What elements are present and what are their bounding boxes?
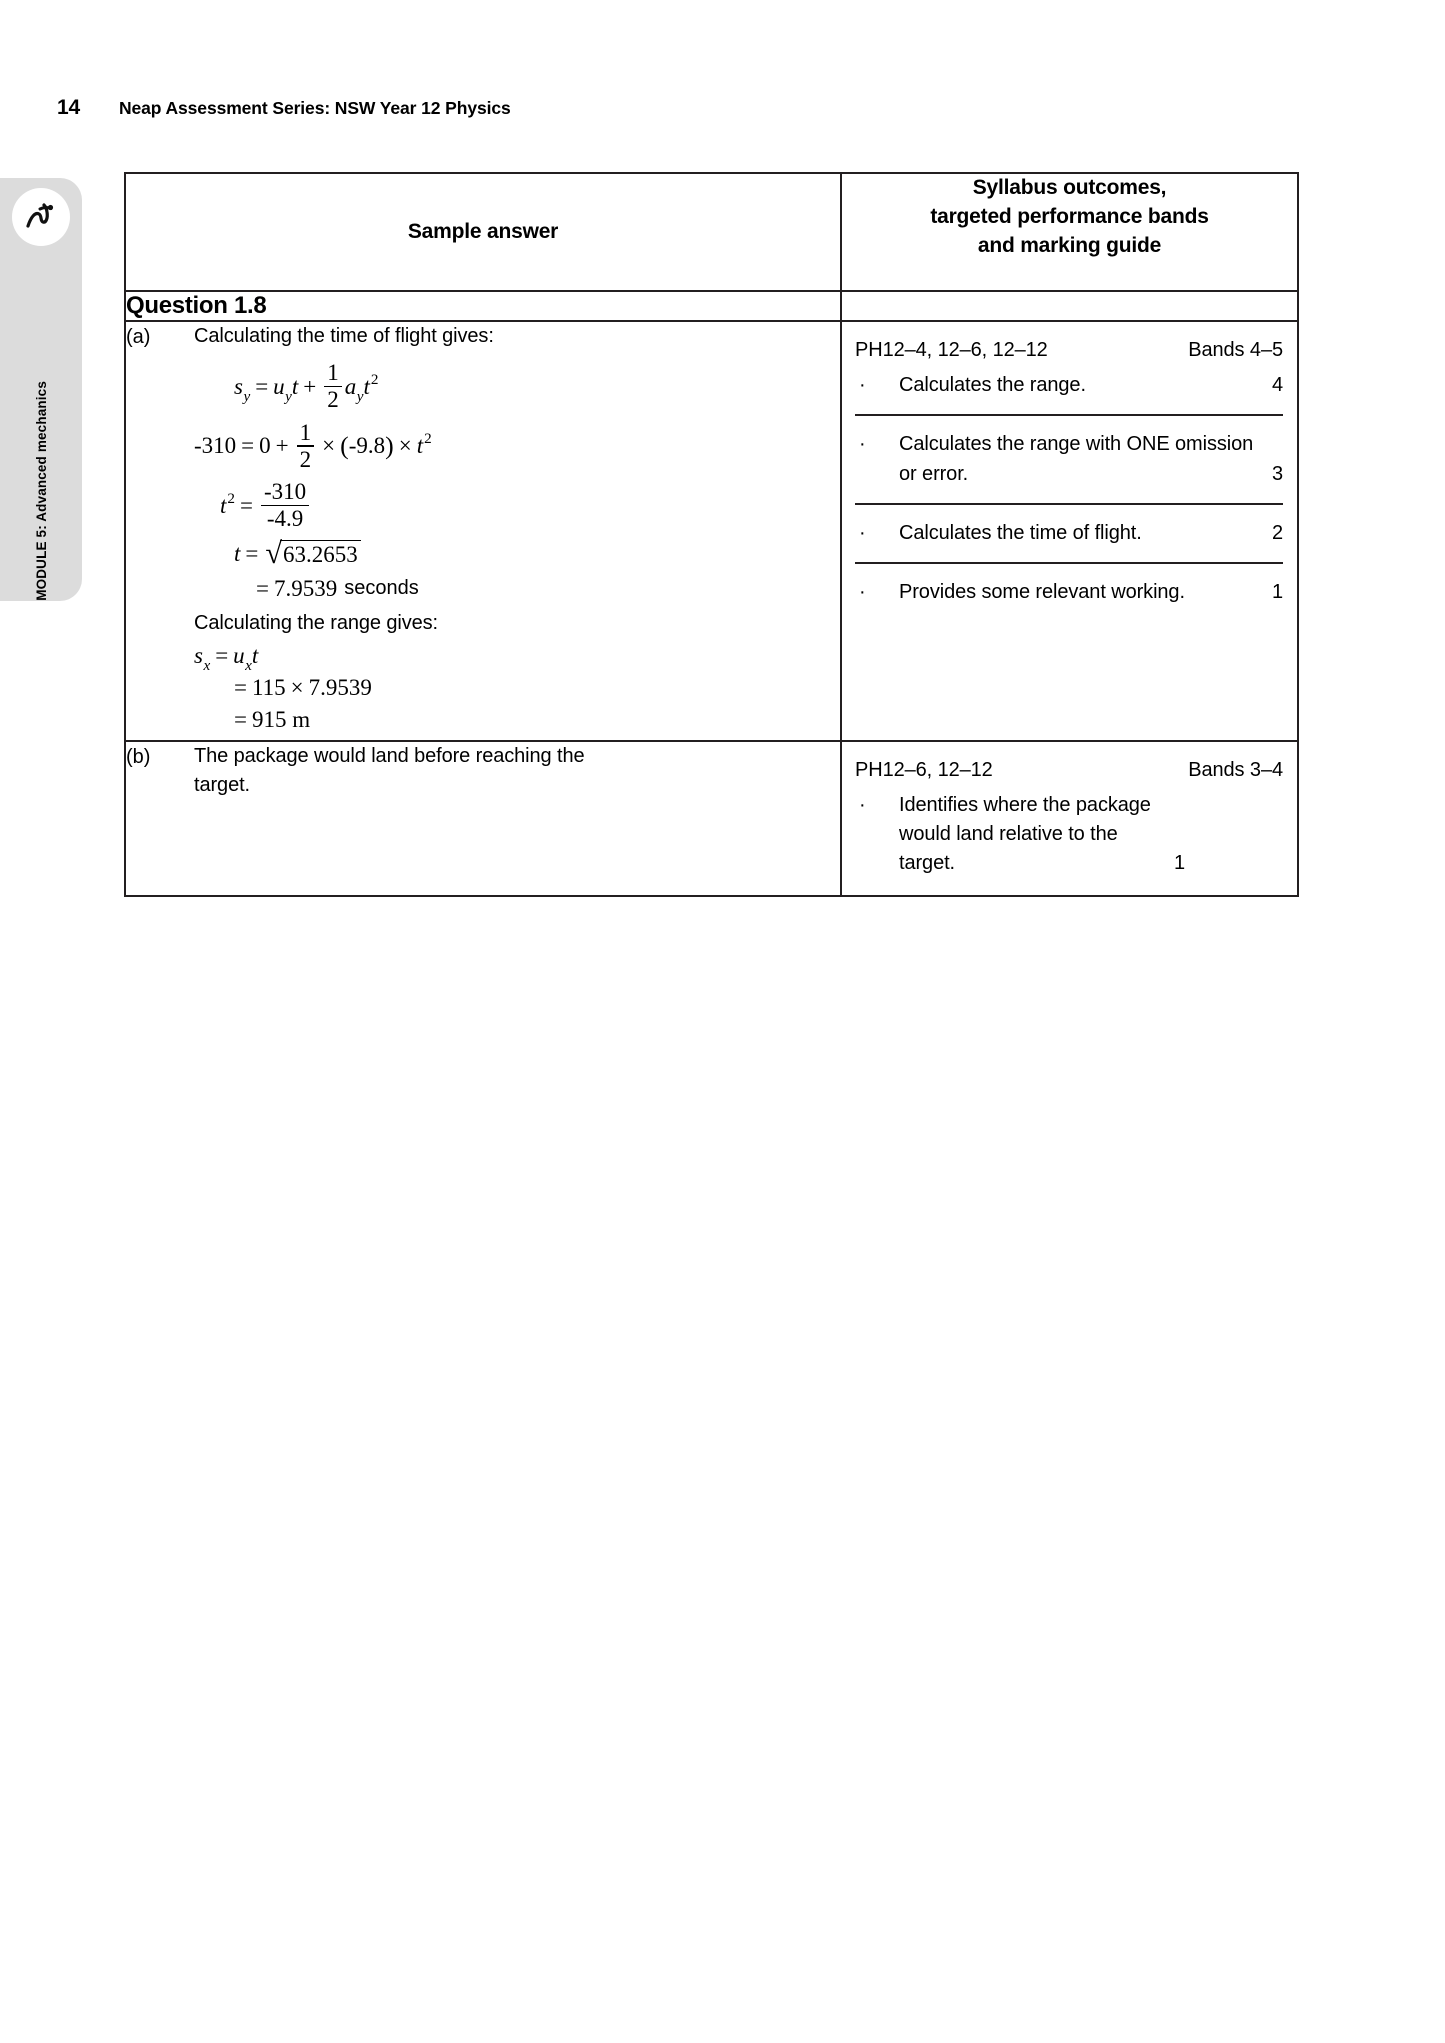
- criteria-text: Calculates the time of flight.: [899, 521, 1142, 544]
- intro-text-a: Calculating the time of flight gives:: [194, 325, 494, 347]
- equation-sx: s x = u x t: [194, 642, 259, 674]
- criteria-item: [855, 430, 1283, 488]
- criteria-mark: 1: [1174, 852, 1186, 875]
- page-number: 14: [57, 96, 80, 119]
- part-a: [126, 322, 840, 740]
- part-a-body: [194, 322, 840, 740]
- mid-text-a: Calculating the range gives:: [194, 611, 439, 634]
- module-tab: [0, 178, 82, 601]
- syllabus-outcomes-a: PH12–4, 12–6, 12–12: [855, 339, 1048, 361]
- criteria-mark: 3: [1271, 462, 1283, 485]
- bullet-icon: ·: [859, 374, 866, 397]
- time-value: 7.9539: [273, 575, 338, 601]
- criteria-text: Calculates the range.: [899, 374, 1086, 397]
- criteria-item: [855, 371, 1283, 400]
- range-value: 915 m: [251, 706, 311, 732]
- page-title: Neap Assessment Series: NSW Year 12 Physics: [119, 98, 511, 118]
- criteria-text: Provides some relevant working.: [899, 580, 1185, 603]
- table-row: [125, 741, 1298, 896]
- neap-squiggle-logo-icon: [12, 188, 70, 246]
- answer-text-b: The package would land before reaching the target.: [194, 744, 585, 796]
- answer-cell-a: [125, 321, 841, 741]
- column-header-syllabus-outcomes: [841, 173, 1298, 291]
- table-header-row: [125, 173, 1298, 291]
- ay-value: -9.8: [348, 433, 386, 459]
- bullet-icon: ·: [859, 433, 866, 456]
- part-b-body: [194, 742, 840, 800]
- question-title: Question 1.8: [125, 291, 841, 321]
- module-label: MODULE 5: Advanced mechanics: [33, 381, 49, 601]
- criteria-list-b: [855, 791, 1283, 879]
- part-label-b: (b): [126, 745, 151, 768]
- criteria-item: [855, 578, 1283, 607]
- outcome-line-b: [855, 756, 1283, 785]
- criteria-list-a: [855, 371, 1283, 607]
- equation-range-result: = 915 m: [234, 706, 311, 732]
- bullet-icon: ·: [859, 793, 866, 816]
- criteria-separator: [855, 414, 1283, 416]
- performance-bands-b: Bands 3–4: [1188, 758, 1283, 781]
- syllabus-header-line-3: and marking guide: [977, 233, 1162, 257]
- time-value-2: 7.9539: [308, 674, 372, 700]
- syllabus-header-line-2: targeted performance bands: [930, 204, 1209, 228]
- criteria-mark: 1: [1271, 580, 1283, 603]
- syllabus-outcomes-b: PH12–6, 12–12: [855, 758, 993, 781]
- syllabus-header-line-1: Syllabus outcomes,: [972, 176, 1167, 199]
- column-header-sample-answer: Sample answer: [125, 173, 841, 291]
- half-numerator: 1: [327, 360, 339, 386]
- equation-block-range: [194, 644, 840, 731]
- table-row: [125, 321, 1298, 741]
- criteria-separator: [855, 562, 1283, 564]
- uy-value: 0: [259, 433, 271, 459]
- answer-cell-b: [125, 741, 841, 896]
- equation-substitution: -310 = 0 + $\frac{1}{2}$ × ( -9.8 ) × t 2: [194, 419, 432, 472]
- t2-numerator: -310: [263, 479, 307, 505]
- guide-cell-b: [841, 741, 1298, 896]
- guide-cell-a: [841, 321, 1298, 741]
- time-unit: seconds: [344, 577, 419, 600]
- part-label-a: (a): [126, 326, 151, 348]
- t2-denominator: -4.9: [266, 506, 304, 532]
- equation-range-substitution: = 115 × 7.9539: [234, 674, 372, 700]
- half-denominator: 2: [327, 387, 339, 413]
- equation-t-sqrt: t = √ 63.2653: [194, 540, 840, 568]
- half-numerator-2: 1: [299, 419, 312, 445]
- square-root-icon: √ 63.2653: [265, 540, 360, 568]
- performance-bands-a: Bands 4–5: [1188, 339, 1283, 361]
- equation-time-result: = 7.9539 seconds: [256, 575, 419, 601]
- t2-value: 63.2653: [280, 540, 361, 568]
- criteria-item: [855, 791, 1283, 879]
- outcome-line-a: [855, 336, 1283, 365]
- equation-t-squared: t 2 = $\frac{-310}{-4.9}$: [194, 480, 840, 531]
- criteria-text: Identifies where the package would land relative to the target.: [899, 793, 1151, 875]
- question-title-row: [125, 291, 1298, 321]
- answer-table: [124, 172, 1299, 897]
- criteria-item: [855, 519, 1283, 548]
- equation-sy: s y = u y t + $\frac{1}{2}$ a y t 2: [234, 360, 379, 413]
- bullet-icon: ·: [859, 580, 866, 603]
- criteria-mark: 2: [1271, 521, 1283, 544]
- sy-value: -310: [194, 433, 237, 459]
- criteria-text: Calculates the range with ONE omission or error.: [899, 433, 1254, 485]
- page-header: [57, 96, 511, 120]
- ux-value: 115: [251, 674, 286, 700]
- half-denominator-2: 2: [299, 446, 312, 472]
- module-label-wrap: [0, 260, 82, 601]
- part-b: [126, 742, 840, 800]
- criteria-separator: [855, 503, 1283, 505]
- equation-block-time: [194, 361, 840, 599]
- question-title-blank-cell: [841, 291, 1298, 321]
- criteria-mark: 4: [1271, 374, 1283, 397]
- bullet-icon: ·: [859, 521, 866, 544]
